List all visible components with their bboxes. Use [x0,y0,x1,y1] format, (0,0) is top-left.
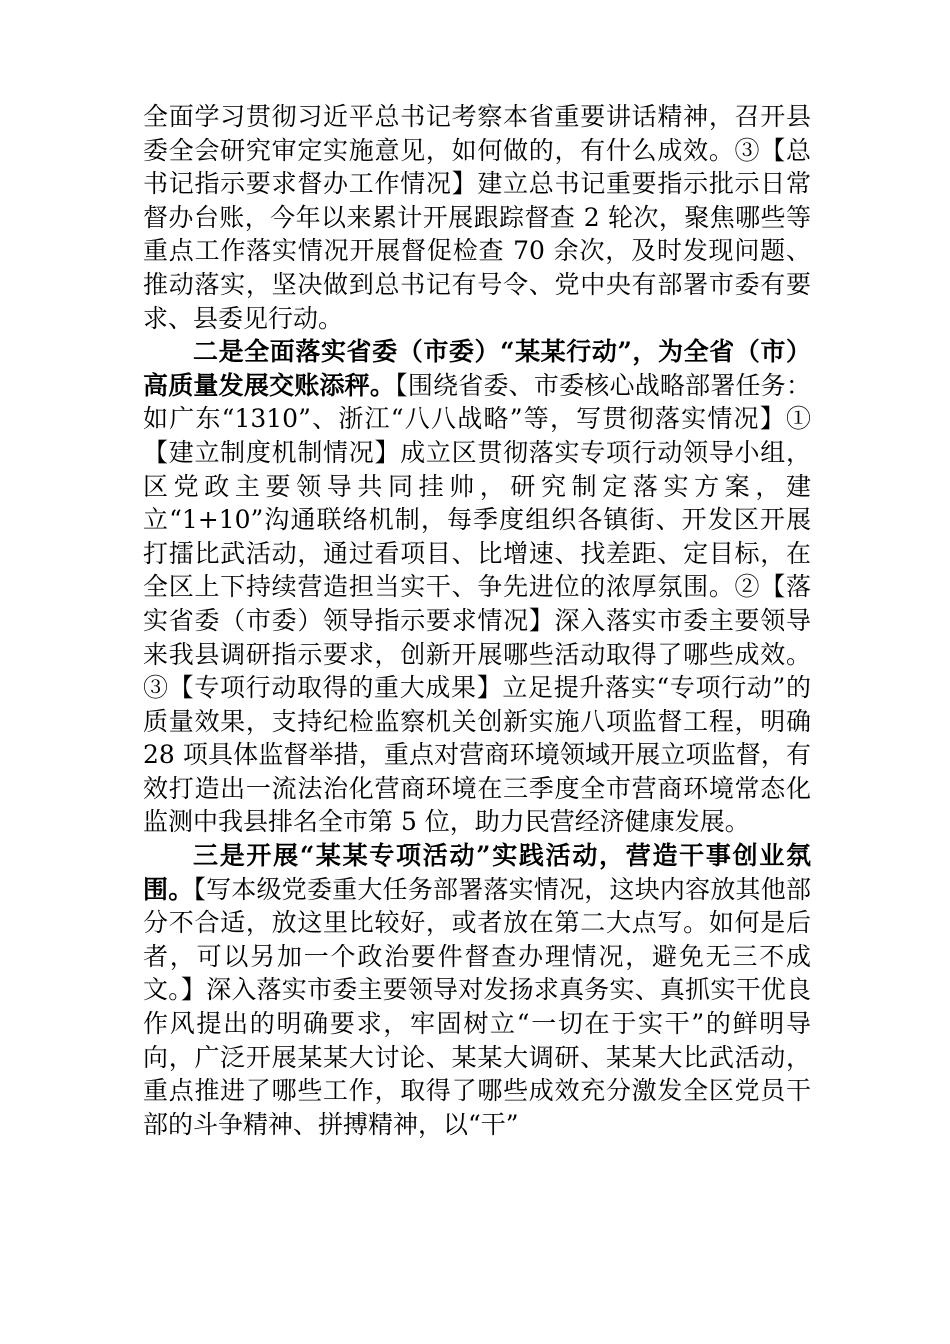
paragraph-2 [143,335,811,839]
paragraph-3 [143,839,811,1141]
paragraph-1-text: 全面学习贯彻习近平总书记考察本省重要讲话精神，召开县委全会研究审定实施意见，如何做的，有什么成效。③【总书记指示要求督办工作情况】建立总书记重要指示批示日常督办台账，今年以来累计开展跟踪督查 2 轮次，聚焦哪些等重点工作落实情况开展督促检查 70 余次，及时发现问题、推动落实，坚决做到总书记有号令、党中央有部署市委有要求、县委见行动。 [143,102,811,333]
paragraph-3-text: 【写本级党委重大任务部署落实情况，这块内容放其他部分不合适，放这里比较好，或者放在第二大点写。如何是后者，可以另加一个政治要件督查办理情况，避免无三不成文。】深入落实市委主要领导对发扬求真务实、真抓实干优良作风提出的明确要求，牢固树立“一切在于实干”的鲜明导向，广泛开展某某大讨论、某某大调研、某某大比武活动，重点推进了哪些工作，取得了哪些成效充分激发全区党员干部的斗争精神、拼搏精神，以“干” [143,874,811,1139]
paragraph-1 [143,100,811,335]
paragraph-3-heading: 三是开展“某某专项活动”实践活动，营造干事创业氛围。 [143,841,811,904]
paragraph-2-heading: 二是全面落实省委（市委）“某某行动”，为全省（市）高质量发展交账添秤。 [143,337,811,400]
paragraph-2-text: 【围绕省委、市委核心战略部署任务：如广东“1310”、浙江“八八战略”等，写贯彻落实情况】①【建立制度机制情况】成立区贯彻落实专项行动领导小组，区党政主要领导共同挂帅，研究制定落实方案，建立“1+10”沟通联络机制，每季度组织各镇街、开发区开展打擂比武活动，通过看项目、比增速、找差距、定目标，在全区上下持续营造担当实干、争先进位的浓厚氛围。②【落实省委（市委）领导指示要求情况】深入落实市委主要领导来我县调研指示要求，创新开展哪些活动取得了哪些成效。③【专项行动取得的重大成果】立足提升落实“专项行动”的质量效果，支持纪检监察机关创新实施八项监督工程，明确 28 项具体监督举措，重点对营商环境领域开展立项监督，有效打造出一流法治化营商环境在三季度全市营商环境常态化监测中我县排名全市第 5 位，助力民营经济健康发展。 [143,370,811,837]
document-body [143,100,811,1141]
